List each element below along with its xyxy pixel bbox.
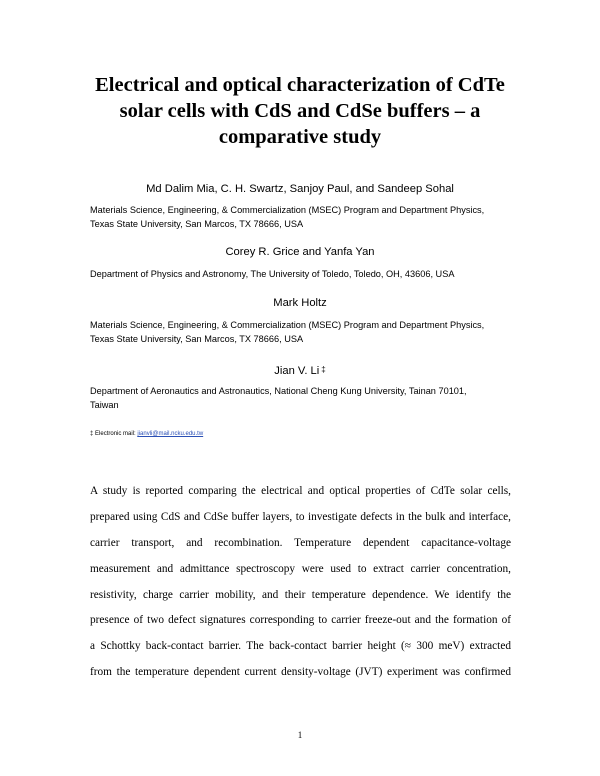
affiliation	[90, 319, 530, 346]
title-line: Electrical and optical characterization of CdTe	[95, 74, 505, 96]
affiliation	[90, 385, 530, 412]
abstract-line: presence of two defect signatures corresponding to carrier freeze-out and the formation of	[90, 614, 511, 627]
affiliation-line: Materials Science, Engineering, & Commercialization (MSEC) Program and Department Physics,	[90, 205, 485, 215]
title-line: comparative study	[218, 126, 382, 148]
author-list	[90, 363, 510, 378]
page-number: 1	[297, 730, 303, 740]
email-link[interactable]: jianvli@mail.ncku.edu.tw	[137, 431, 204, 437]
affiliation-line: Materials Science, Engineering, & Commercialization (MSEC) Program and Department Physics,	[90, 320, 485, 330]
abstract-line: carrier transport, and recombination. Temperature dependent capacitance-voltage	[90, 536, 511, 549]
author-list: Md Dalim Mia, C. H. Swartz, Sanjoy Paul, and Sandeep Sohal	[146, 183, 454, 195]
affiliation-line: Texas State University, San Marcos, TX 78666, USA	[90, 333, 304, 344]
abstract-line: prepared using CdS and CdSe buffer layers, to investigate defects in the bulk and interface,	[90, 510, 511, 523]
affiliation-line: Department of Aeronautics and Astronautics, National Cheng Kung University, Tainan 70101,	[90, 386, 467, 396]
footnote-label: Electronic mail:	[95, 431, 136, 437]
corresponding-author-footnote	[90, 430, 203, 438]
footnote-marker: ‡	[90, 431, 94, 437]
paper-title	[60, 72, 540, 150]
abstract-line: from the temperature dependent current density-voltage (JVT) experiment was confirmed	[90, 666, 511, 679]
author-list: Mark Holtz	[273, 297, 327, 309]
title-line: solar cells with CdS and CdSe buffers – a	[119, 100, 481, 122]
abstract-line: a Schottky back-contact barrier. The back-contact barrier height (≈ 300 meV) extracted	[90, 640, 511, 653]
abstract-line: A study is reported comparing the electrical and optical properties of CdTe solar cells,	[90, 485, 511, 497]
author-name: Jian V. Li	[274, 365, 320, 377]
author-list: Corey R. Grice and Yanfa Yan	[225, 246, 375, 258]
abstract-line: resistivity, charge carrier mobility, and their temperature dependence. We identify the	[90, 588, 511, 601]
affiliation-line: Taiwan	[90, 399, 119, 410]
affiliation	[90, 204, 530, 231]
abstract-line: measurement and admittance spectroscopy were used to extract carrier concentration,	[90, 562, 511, 575]
affiliation-line: Department of Physics and Astronomy, The University of Toledo, Toledo, OH, 43606, USA	[90, 269, 455, 279]
dagger-marker: ‡	[321, 365, 326, 374]
affiliation-line: Texas State University, San Marcos, TX 78666, USA	[90, 218, 304, 229]
affiliation	[90, 268, 530, 282]
abstract	[90, 484, 511, 691]
